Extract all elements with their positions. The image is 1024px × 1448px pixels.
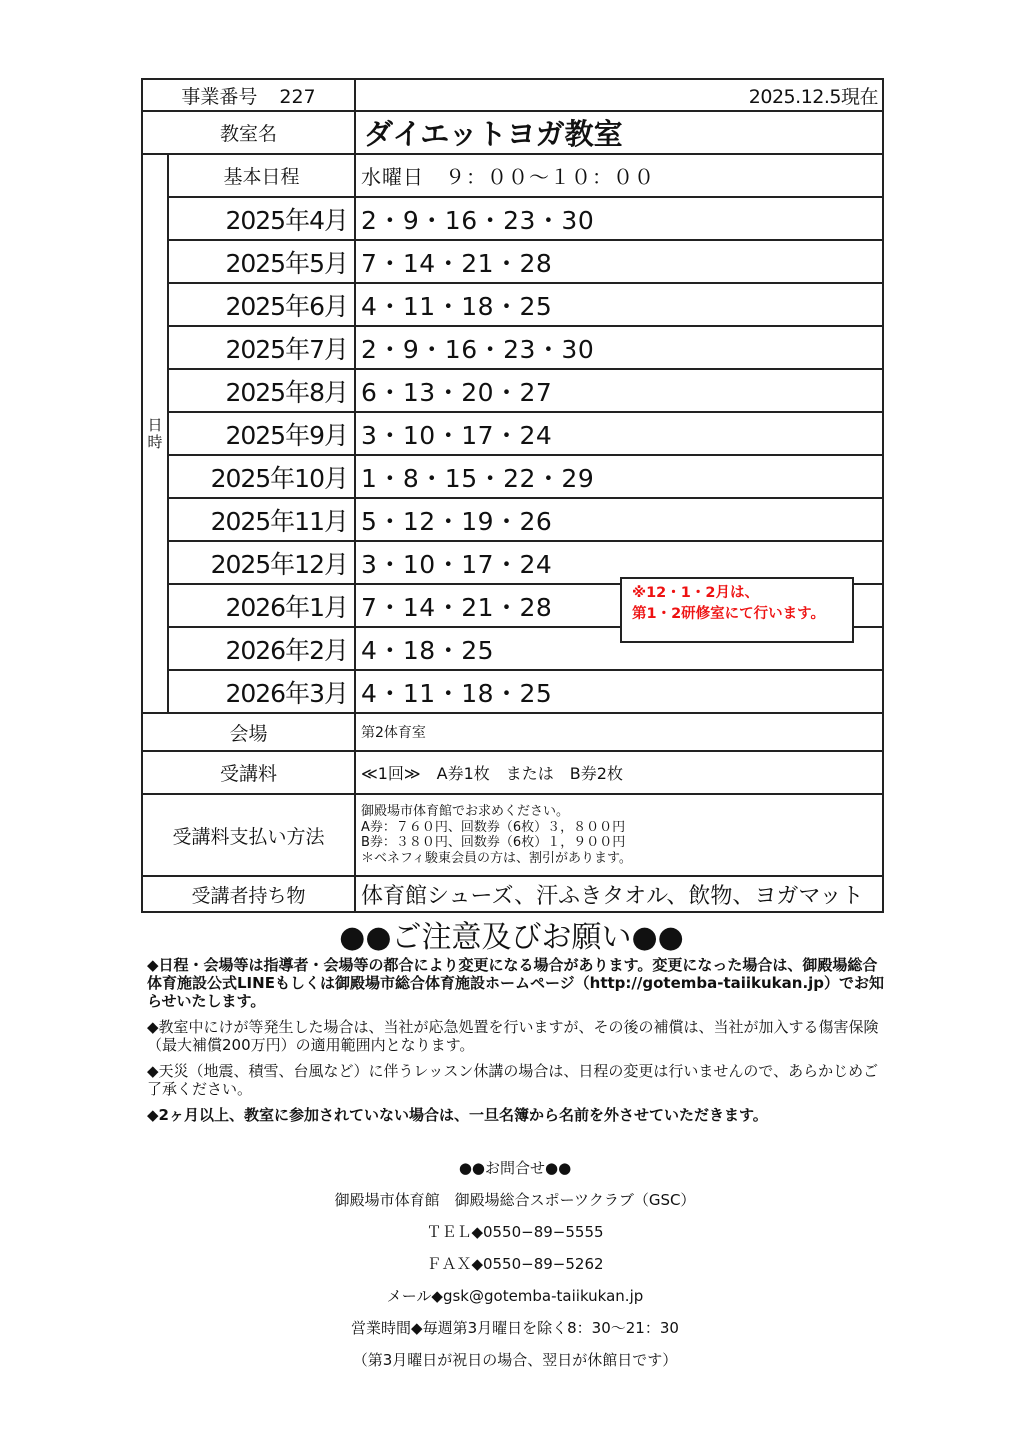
items-value: 体育館シューズ、汗ふきタオル、飲物、ヨガマット: [355, 876, 883, 912]
basic-schedule-value: 水曜日 ９：００～１０：００: [355, 154, 883, 197]
month-label: 2026年2月: [168, 627, 355, 670]
month-dates: 6・13・20・27: [355, 369, 883, 412]
month-dates: 5・12・19・26: [355, 498, 883, 541]
note-line: 第1・2研修室にて行います。: [632, 606, 826, 622]
payment-line: ＊ベネフィ駿東会員の方は、割引があります。: [361, 850, 632, 866]
month-row: [142, 283, 883, 326]
month-dates: 3・10・17・24: [355, 412, 883, 455]
month-dates: 7・14・21・28: [355, 584, 883, 627]
side-label-char: 日: [147, 415, 163, 434]
notices-title: ●●ご注意及びお願い●●: [339, 920, 684, 955]
venue-row: [142, 713, 883, 751]
contact-title: ●●お問合せ●●: [458, 1159, 572, 1177]
month-label: 2025年9月: [168, 412, 355, 455]
notice-item: ◆日程・会場等は指導者・会場等の都合により変更になる場合があります。変更になった場合は、御殿場総合体育施設公式LINEもしくは御殿場市総合体育施設ホームページ（http://gotemba-taiikukan.jp）でお知らせいたします。: [147, 956, 885, 1010]
payment-row: [142, 794, 883, 876]
month-dates: 4・18・25: [355, 627, 883, 670]
class-name: ダイエットヨガ教室: [355, 111, 883, 154]
month-dates: 4・11・18・25: [355, 670, 883, 713]
contact-fax: ＦＡＸ◆0550−89−5262: [426, 1255, 604, 1273]
contact-email[interactable]: メール◆gsk@gotemba-taiikukan.jp: [386, 1287, 644, 1305]
month-row: [142, 197, 883, 240]
month-row: [142, 412, 883, 455]
notice-item: ◆2ヶ月以上、教室に参加されていない場合は、一旦名簿から名前を外させていただきます。: [147, 1106, 768, 1124]
header-row: [142, 79, 883, 111]
basic-schedule-label: 基本日程: [168, 154, 355, 197]
month-row: [142, 455, 883, 498]
note-line: ※12・1・2月は、: [632, 585, 759, 601]
month-dates: 1・8・15・22・29: [355, 455, 883, 498]
month-label: 2025年7月: [168, 326, 355, 369]
payment-line: 御殿場市体育館でお求めください。: [361, 804, 570, 819]
items-row: [142, 876, 883, 912]
items-label: 受講者持ち物: [142, 876, 355, 912]
month-label: 2025年4月: [168, 197, 355, 240]
venue-value: 第2体育室: [355, 713, 883, 751]
fee-value: ≪1回≫ A券1枚 または B券2枚: [355, 751, 883, 794]
room-change-note: [620, 577, 854, 643]
month-dates: 4・11・18・25: [355, 283, 883, 326]
month-label: 2025年6月: [168, 283, 355, 326]
month-row: [142, 369, 883, 412]
business-number-cell: [142, 79, 355, 111]
month-label: 2026年1月: [168, 584, 355, 627]
venue-label: 会場: [142, 713, 355, 751]
month-dates: 2・9・16・23・30: [355, 197, 883, 240]
notices-list: [147, 956, 887, 1132]
business-number: 227: [279, 85, 316, 108]
payment-details: [355, 794, 883, 876]
month-row: [142, 326, 883, 369]
as-of-date: 2025.12.5現在: [355, 79, 883, 111]
business-number-label: 事業番号: [181, 85, 258, 108]
month-row: [142, 240, 883, 283]
month-label: 2025年12月: [168, 541, 355, 584]
contact-hours: 営業時間◆毎週第3月曜日を除く8：30～21：30: [351, 1319, 679, 1337]
payment-label: 受講料支払い方法: [142, 794, 355, 876]
schedule-side-label: [142, 154, 168, 713]
contact-org: 御殿場市体育館 御殿場総合スポーツクラブ（GSC）: [334, 1191, 696, 1209]
month-dates: 3・10・17・24: [355, 541, 883, 584]
month-row: [142, 670, 883, 713]
payment-line: B券：３８０円、回数券（6枚）１，９００円: [361, 835, 626, 850]
payment-line: A券：７６０円、回数券（6枚）３，８００円: [361, 819, 626, 835]
class-name-row: [142, 111, 883, 154]
class-info-table: [141, 78, 884, 913]
month-dates: 2・9・16・23・30: [355, 326, 883, 369]
contact-tel: ＴＥＬ◆0550−89−5555: [426, 1223, 604, 1241]
month-dates: 7・14・21・28: [355, 240, 883, 283]
month-label: 2026年3月: [168, 670, 355, 713]
month-row: [142, 498, 883, 541]
notice-item: ◆天災（地震、積雪、台風など）に伴うレッスン休講の場合は、日程の変更は行いませんので、あらかじめご了承ください。: [147, 1062, 879, 1098]
contact-holiday-note: （第3月曜日が祝日の場合、翌日が休館日です）: [352, 1351, 678, 1369]
basic-schedule-row: [142, 154, 883, 197]
contact-section: [290, 1152, 740, 1376]
month-label: 2025年8月: [168, 369, 355, 412]
month-label: 2025年11月: [168, 498, 355, 541]
month-label: 2025年10月: [168, 455, 355, 498]
month-label: 2025年5月: [168, 240, 355, 283]
class-name-label: 教室名: [142, 111, 355, 154]
fee-row: [142, 751, 883, 794]
side-label-char: 時: [147, 432, 163, 451]
notice-item: ◆教室中にけが等発生した場合は、当社が応急処置を行いますが、その後の補償は、当社が加入する傷害保険（最大補償200万円）の適用範囲内となります。: [147, 1018, 879, 1054]
fee-label: 受講料: [142, 751, 355, 794]
